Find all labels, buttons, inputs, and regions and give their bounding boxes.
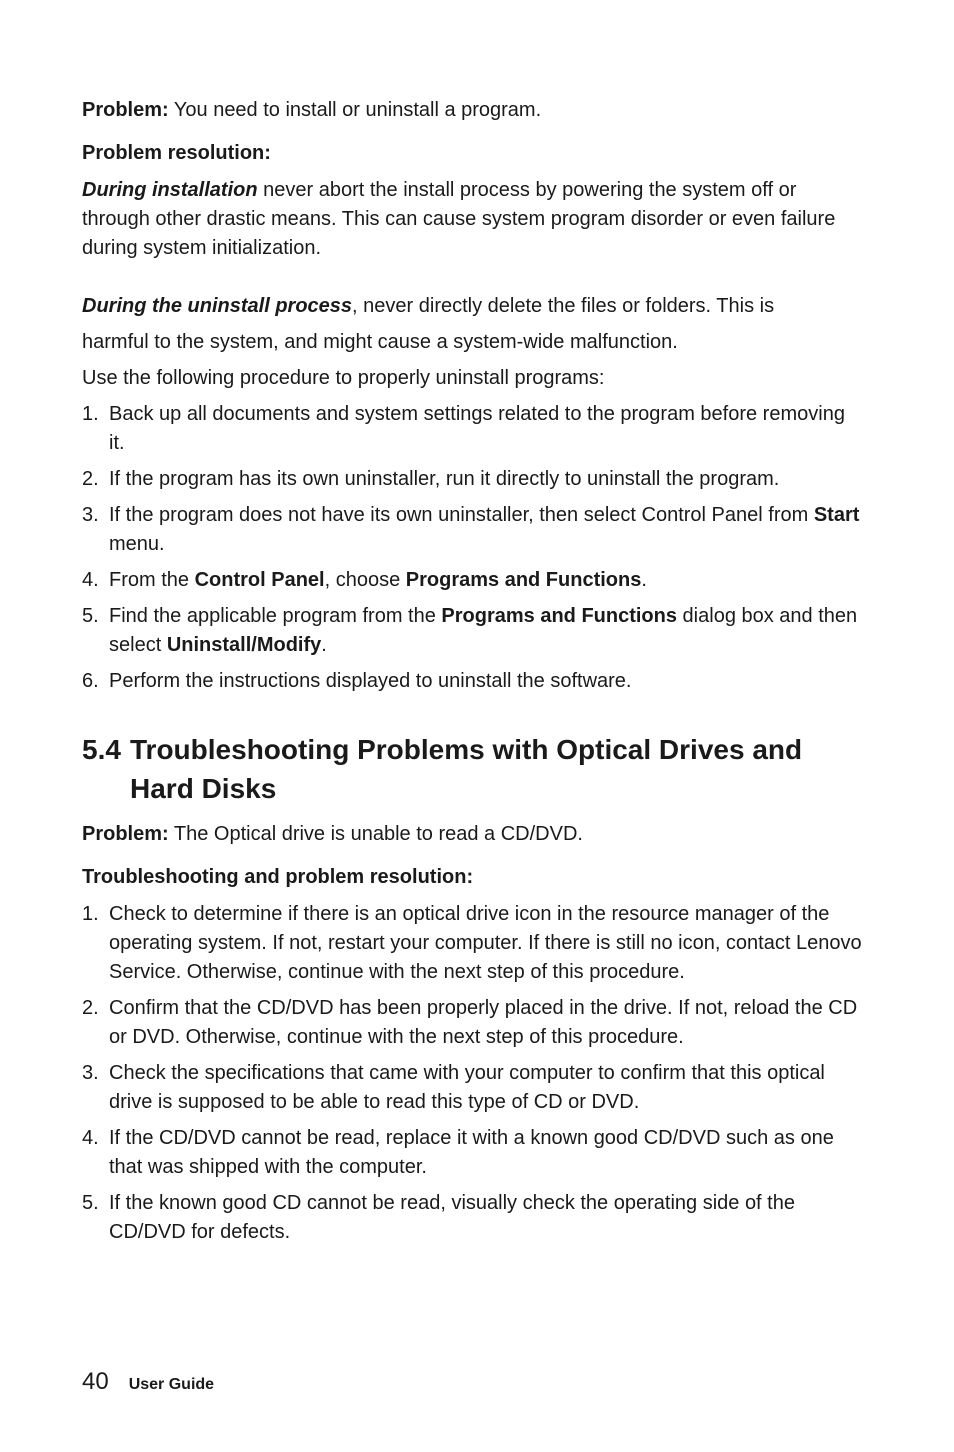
list-item — [82, 994, 862, 1052]
step-text: . — [641, 569, 647, 591]
page-number: 40 — [82, 1368, 109, 1395]
step-number: 1. — [82, 903, 99, 925]
step-text: Check the specifications that came with your computer to confirm that this optical drive is supposed to be able to read this type of CD or DVD. — [109, 1062, 825, 1113]
list-item — [82, 900, 862, 987]
step-text: Check to determine if there is an optical drive icon in the resource manager of the operating system. If not, restart your computer. If there is still no icon, contact Lenovo Service. Otherwise, continue with the next step of this procedure. — [109, 903, 862, 983]
list-item — [82, 465, 862, 494]
step-text: Find the applicable program from the — [109, 605, 442, 627]
section-number: 5.4 — [82, 734, 121, 765]
step-text: If the CD/DVD cannot be read, replace it with a known good CD/DVD such as one that was shipped with the computer. — [109, 1127, 834, 1178]
uninstall-paragraph — [82, 292, 862, 321]
step-text: Confirm that the CD/DVD has been properly placed in the drive. If not, reload the CD or DVD. Otherwise, continue with the next step of this procedure. — [109, 997, 858, 1048]
step-text: If the program does not have its own uninstaller, then select Control Panel from — [109, 504, 814, 526]
resolution-label: Troubleshooting and problem resolution: — [82, 866, 474, 888]
step-strong: Control Panel — [194, 569, 325, 591]
problem-label: Problem: — [82, 99, 169, 121]
step-number: 5. — [82, 1192, 99, 1214]
step-number: 3. — [82, 504, 99, 526]
list-item — [82, 602, 862, 660]
install-paragraph — [82, 176, 862, 263]
step-text: . — [321, 634, 327, 656]
problem-text: The Optical drive is unable to read a CD/DVD. — [168, 823, 583, 845]
step-number: 4. — [82, 569, 99, 591]
optical-problem — [82, 820, 862, 849]
page-footer — [82, 1366, 214, 1398]
step-strong: Uninstall/Modify — [166, 634, 322, 656]
resolution-label: Problem resolution: — [82, 142, 271, 164]
step-text: dialog box and then select — [109, 605, 858, 656]
list-item — [82, 566, 862, 595]
list-item — [82, 1124, 862, 1182]
problem-text: You need to install or uninstall a program. — [168, 99, 542, 121]
step-text: Perform the instructions displayed to uninstall the software. — [109, 670, 632, 692]
list-item — [82, 667, 862, 696]
uninstall-problem — [82, 96, 862, 125]
procedure-intro: Use the following procedure to properly uninstall programs: — [82, 367, 605, 389]
optical-steps — [82, 900, 862, 1247]
step-text: If the known good CD cannot be read, visually check the operating side of the CD/DVD for defects. — [109, 1192, 795, 1243]
step-number: 6. — [82, 670, 99, 692]
step-number: 2. — [82, 997, 99, 1019]
troubleshooting-heading — [82, 863, 862, 892]
section-title: Troubleshooting Problems with Optical Drives and Hard Disks — [130, 734, 803, 804]
problem-label: Problem: — [82, 823, 169, 845]
step-strong: Programs and Functions — [405, 569, 642, 591]
step-text: Back up all documents and system settings related to the program before removing it. — [109, 403, 845, 454]
list-item — [82, 501, 862, 559]
step-number: 1. — [82, 403, 99, 425]
step-number: 5. — [82, 605, 99, 627]
section-heading — [82, 730, 862, 808]
install-text: never abort the install process by powering the system off or through other drastic means. This can cause system program disorder or even failure during system initialization. — [82, 179, 836, 259]
uninstall-paragraph-cont: harmful to the system, and might cause a system-wide malfunction. — [82, 331, 678, 353]
step-strong: Start — [813, 504, 860, 526]
step-text: From the — [109, 569, 195, 591]
list-item — [82, 1189, 862, 1247]
list-item — [82, 400, 862, 458]
uninstall-text: , never directly delete the files or folders. This is — [352, 295, 775, 317]
install-lead: During installation — [82, 179, 258, 201]
list-item — [82, 1059, 862, 1117]
step-number: 2. — [82, 468, 99, 490]
uninstall-lead: During the uninstall process — [82, 295, 353, 317]
step-text: If the program has its own uninstaller, run it directly to uninstall the program. — [109, 468, 780, 490]
page-content — [82, 96, 862, 1254]
step-number: 4. — [82, 1127, 99, 1149]
guide-label: User Guide — [128, 1376, 215, 1393]
resolution-heading — [82, 139, 862, 168]
step-text: , choose — [324, 569, 406, 591]
step-text: menu. — [109, 533, 165, 555]
step-number: 3. — [82, 1062, 99, 1084]
uninstall-steps — [82, 400, 862, 696]
step-strong: Programs and Functions — [441, 605, 677, 627]
